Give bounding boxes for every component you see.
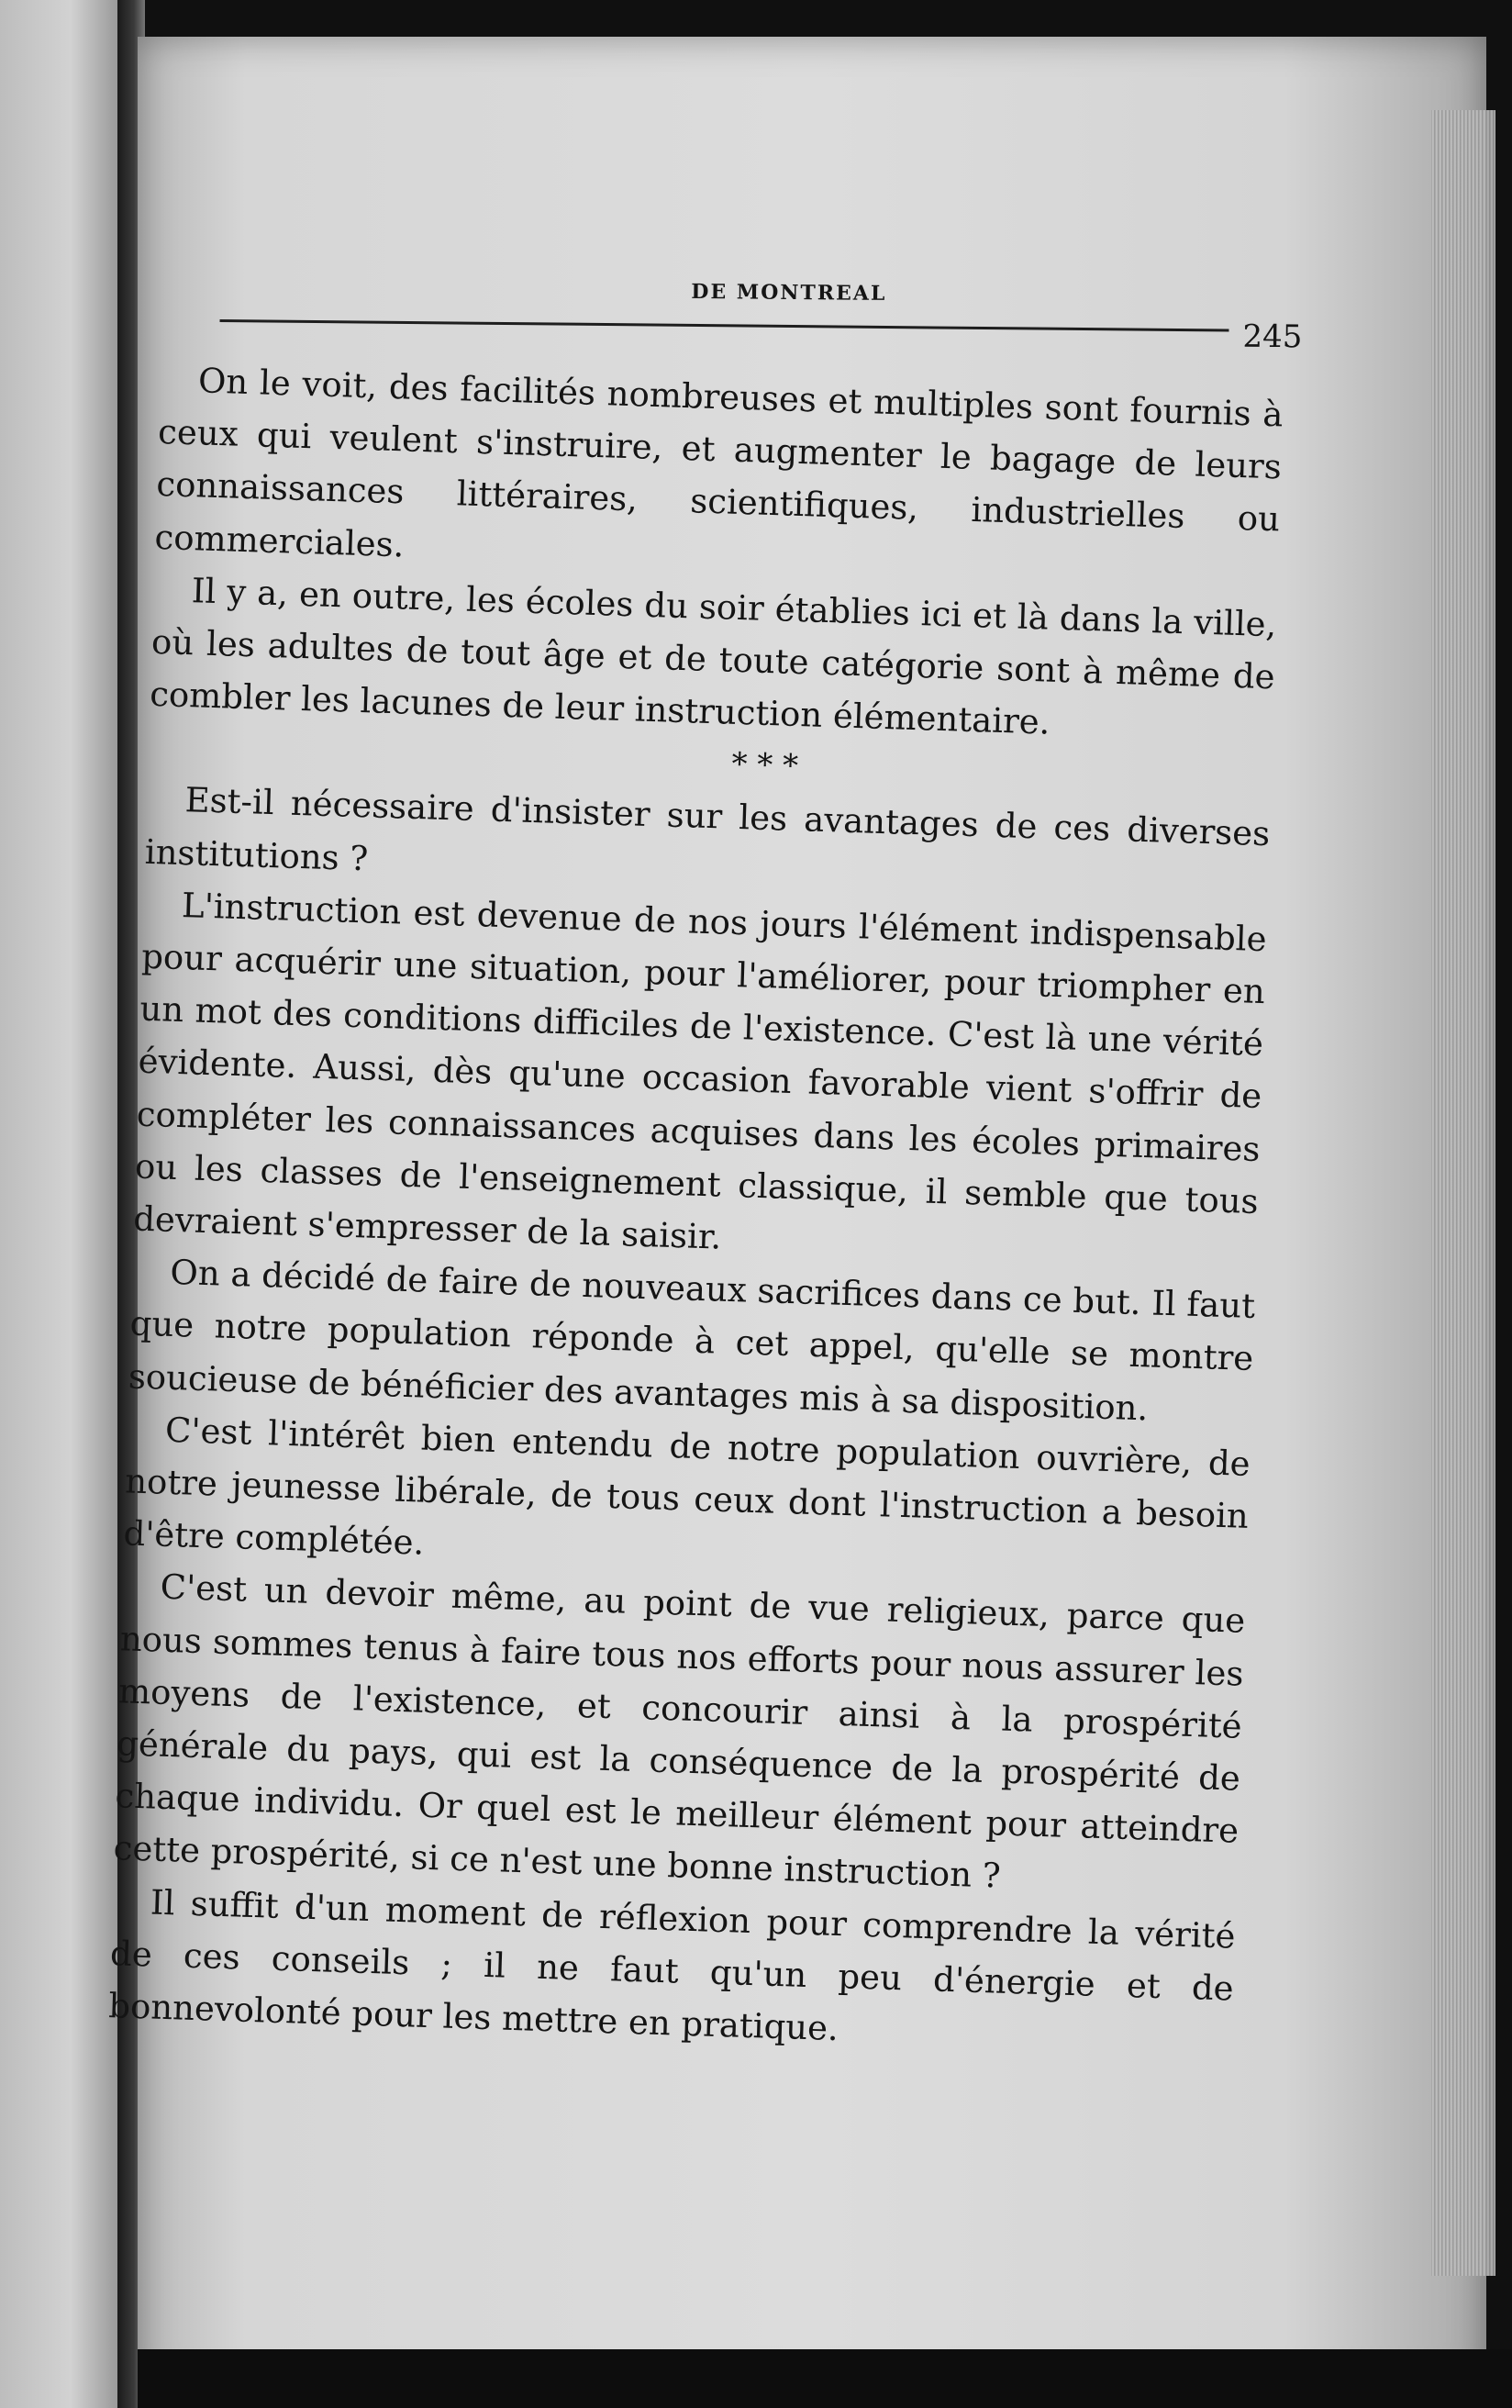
previous-page-edge [0, 0, 117, 2408]
stacked-page-edges [1431, 110, 1495, 2276]
scan-background [138, 2349, 1512, 2408]
paragraph-2: Il y a, en outre, les écoles du soir établies ici et là dans la ville, où les adultes de tout âge et de toute catégorie sont à même de combler les lacunes de leur instruction élémentaire. [149, 571, 1277, 742]
paragraph-6: C'est l'intérêt bien entendu de notre population ouvrière, de notre jeunesse libérale, de tous ceux dont l'instruction a besoin d'être complétée. [122, 1410, 1251, 1563]
body-text [108, 353, 1284, 2068]
paragraph-5: On a décidé de faire de nouveaux sacrifices dans ce but. Il faut que notre population réponde à cet appel, qu'elle se montre soucieuse de bénéficier des avantages mis à sa disposition. [128, 1253, 1256, 1429]
page-number: 245 [1242, 318, 1303, 356]
running-title: DE MONTREAL [691, 279, 887, 306]
header-rule [220, 319, 1229, 332]
paragraph-8: Il suffit d'un moment de réflexion pour comprendre la vérité de ces conseils ; il ne faut qu'un peu d'énergie et de bonnevolonté pour les mettre en pratique. [107, 1882, 1237, 2049]
paragraph-7: C'est un devoir même, au point de vue religieux, parce que nous sommes tenus à faire tous nos efforts pour nous assurer les moyens de l'existence, et concourir ainsi à la prospérité générale du pays, qui est la conséquence de la prospérité de chaque individu. Or quel est le meilleur élément pour atteindre cette prospérité, si ce n'est une bonne instruction ? [113, 1567, 1246, 1897]
page-header [219, 275, 1303, 356]
paragraph-3: Est-il nécessaire d'insister sur les avantages de ces diverses institutions ? [144, 780, 1271, 878]
paragraph-1: On le voit, des facilités nombreuses et multiples sont fournis à ceux qui veulent s'instruire, et augmenter le bagage de leurs connaissances littéraires, scientifiques, industrielles ou commerciales. [154, 361, 1284, 565]
asterism-separator: * * * [730, 746, 799, 786]
paragraph-4: L'instruction est devenue de nos jours l'élément indispensable pour acquérir une situation, pour l'améliorer, pour triompher en un mot des conditions difficiles de l'existence. C'est là une vérité évidente. Aussi, dès qu'une occasion favorable vient s'offrir de compléter les connaissances acquises dans les écoles primaires ou les classes de l'enseignement classique, il semble que tous devraient s'empresser de la saisir. [132, 885, 1268, 1257]
